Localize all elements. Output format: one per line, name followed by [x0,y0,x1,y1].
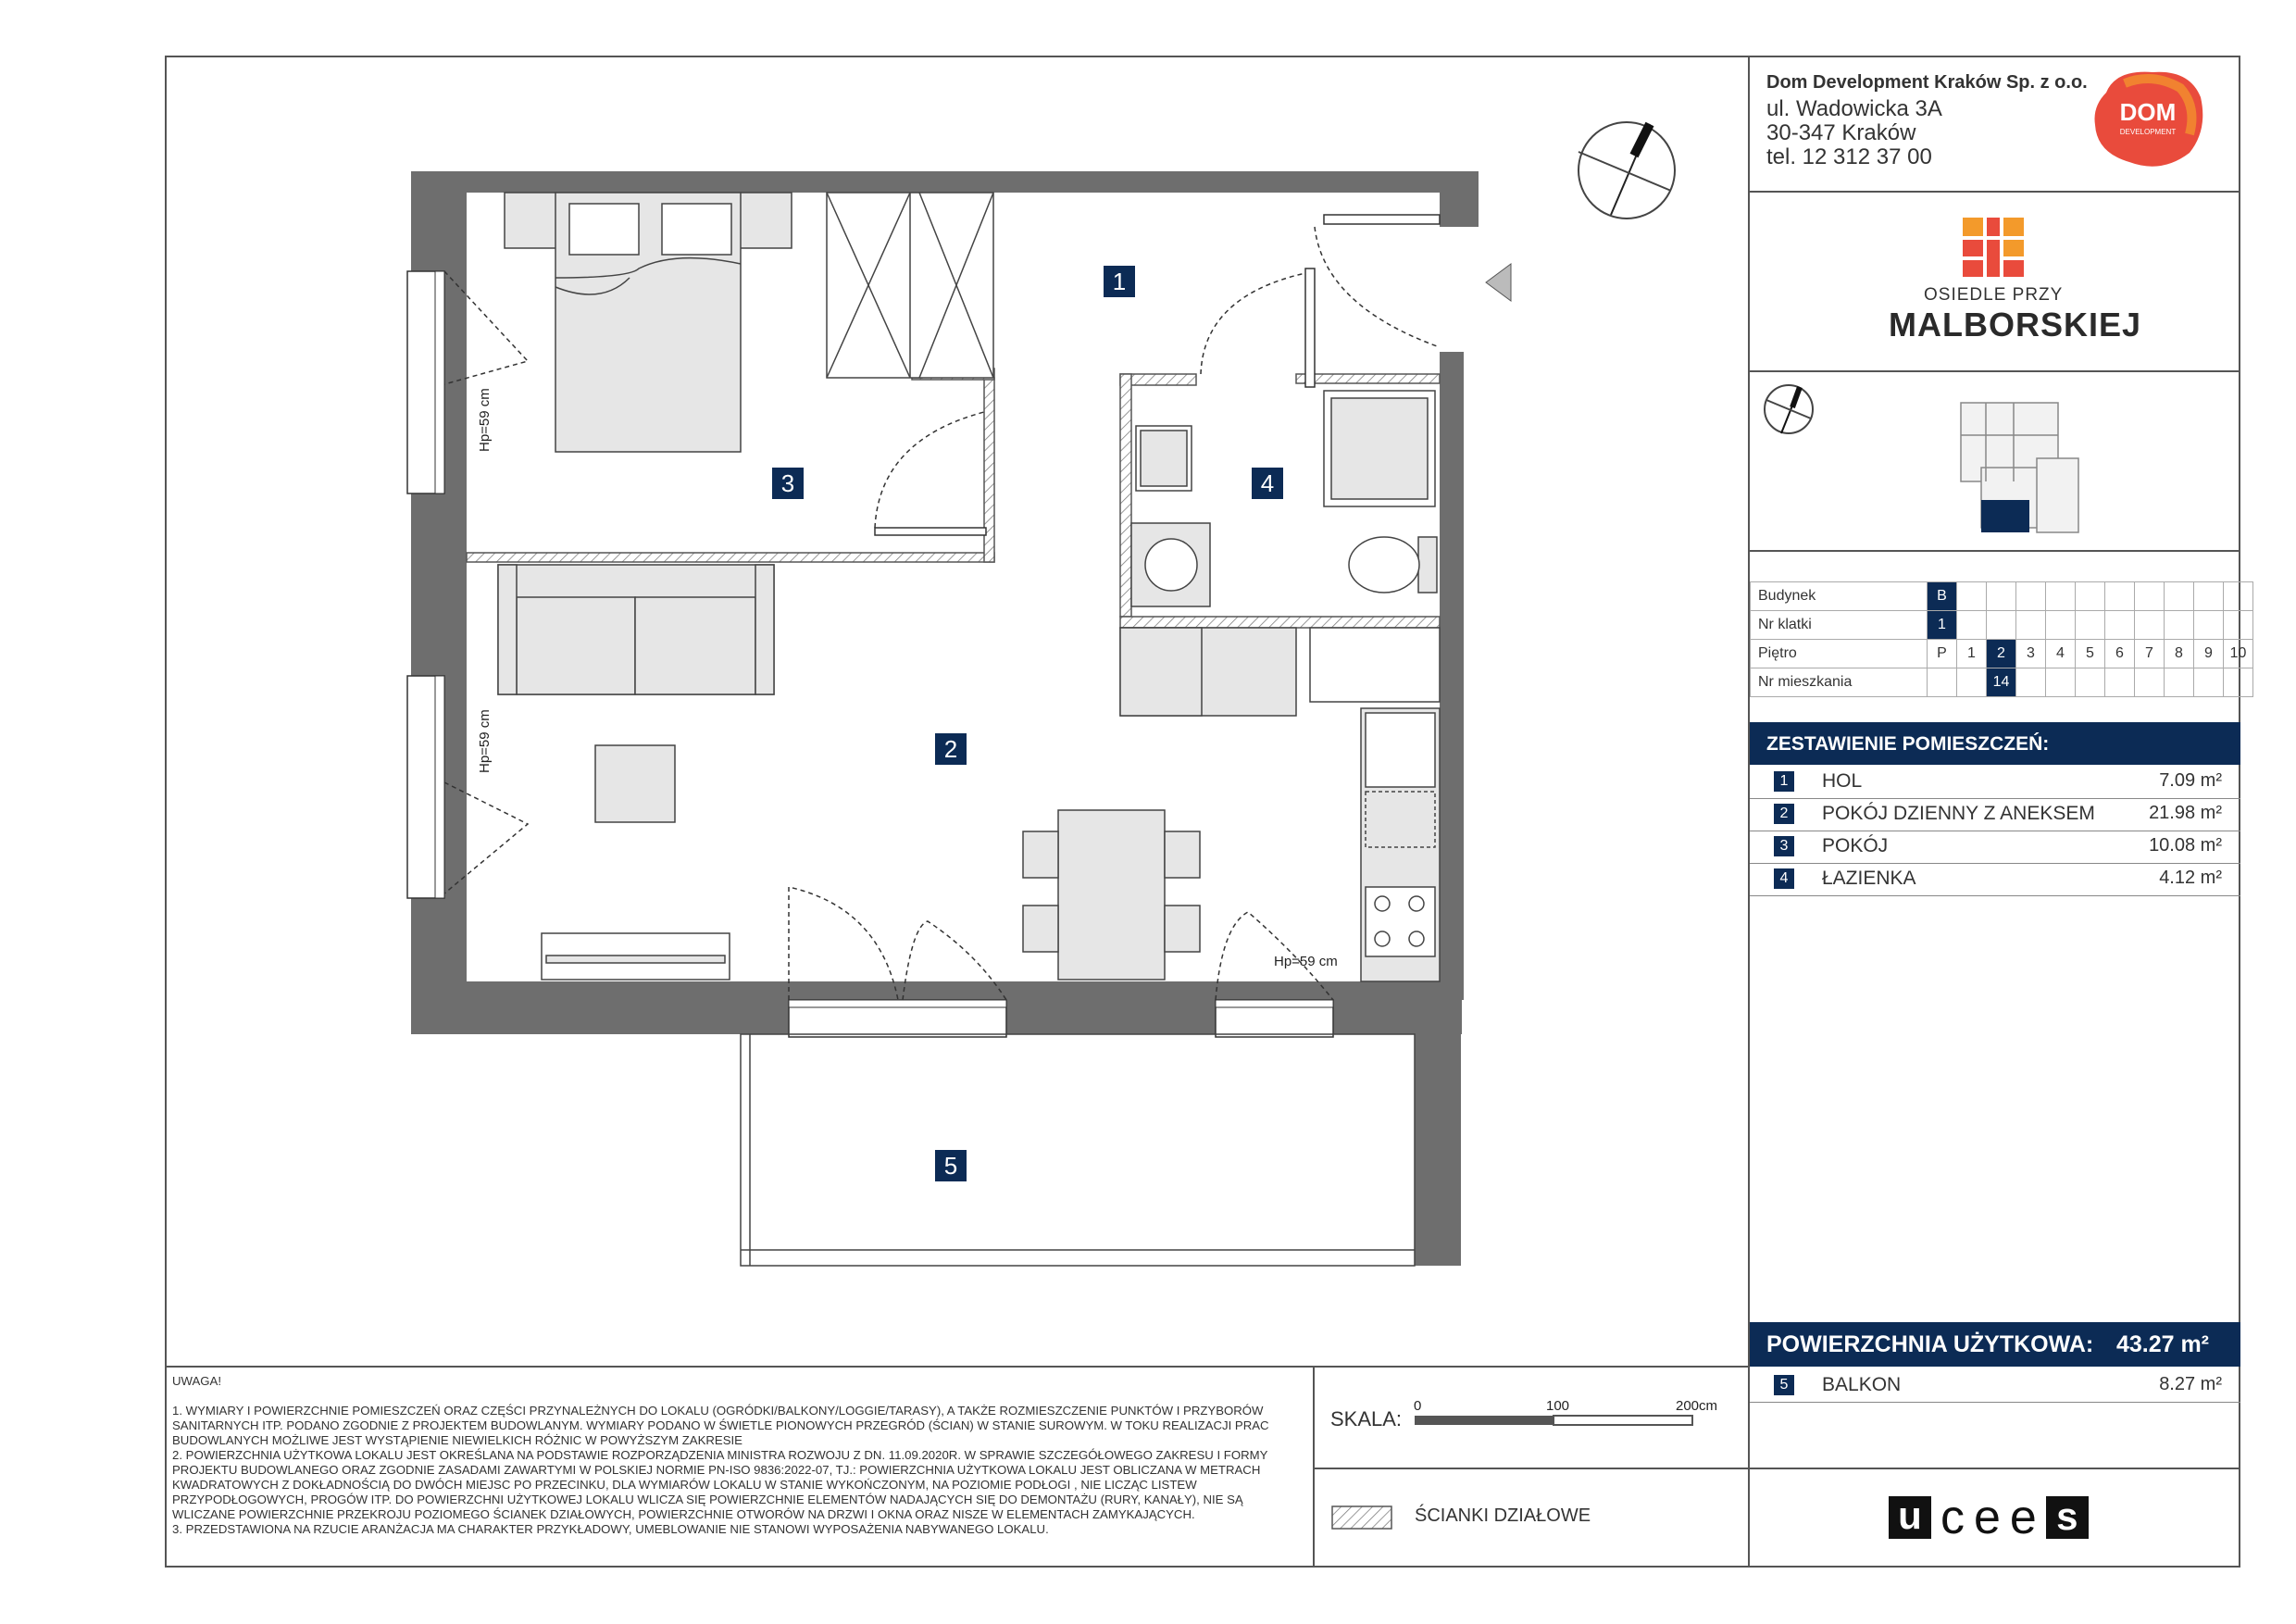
sidebar-divider-2 [1750,370,2240,372]
logo-letter: e [2009,1491,2037,1544]
balcony-area: 8.27 m² [2159,1374,2222,1394]
wardrobe [827,193,993,378]
key-plan [1759,380,2240,546]
sidebar-divider-3 [1750,550,2240,552]
info-cell [1957,582,1987,611]
room-name: HOL [1822,770,1863,792]
info-cell: 14 [1987,668,2016,697]
info-cell: 10 [2224,640,2253,668]
info-row-label: Nr klatki [1751,611,1928,640]
room-name: POKÓJ [1822,835,1889,856]
info-row [1751,582,2253,611]
footer-divider [1750,1468,2240,1469]
notes-heading: UWAGA! [172,1374,221,1388]
info-cell [2194,668,2224,697]
usable-area-bar [1750,1322,2240,1367]
info-cell: 7 [2135,640,2165,668]
info-cell: 3 [2016,640,2046,668]
info-cell [2016,611,2046,640]
room-number-badge: 4 [1774,868,1794,889]
partition-legend-swatch [1331,1505,1392,1530]
project-subtitle: OSIEDLE PRZY [1924,285,2064,305]
tv-stand [542,933,730,980]
note-item: 3. PRZEDSTAWIONA NA RZUCIE ARANŻACJA MA CHARAKTER PRZYKŁADOWY, UMEBLOWANIE NIE STANOWI WYPOSAŻENIA NABYWANEGO LOKALU. [172,1522,1049,1536]
info-cell: B [1928,582,1957,611]
svg-text:DOM: DOM [2119,98,2177,126]
bathroom-fixtures [1131,391,1437,606]
scale-divider [1313,1468,1750,1469]
info-row-label: Nr mieszkania [1751,668,1928,697]
room-badge-living: 2 [935,733,967,765]
room-area: 4.12 m² [2159,868,2222,888]
info-cell: 4 [2046,640,2076,668]
bedroom-door [875,412,986,535]
info-cell [2224,668,2253,697]
info-row [1751,640,2253,668]
note-item: 2. POWIERZCHNIA UŻYTKOWA LOKALU JEST OKREŚLANA NA PODSTAWIE ROZPORZĄDZENIA MINISTRA ROZWOJU Z DN. 11.09.2020R. W SPRAWIE SZCZEGÓŁOWEGO ZAKRESU I FORMY PROJEKTU BUDOWLANEGO ORAZ ZGODNIE ZASADAMI ZAWARTYMI W POLSKIEJ NORMIE PN-ISO 9836:2022-07, TJ.: POWIERZCHNIA UŻYTKOWA LOKALU JEST OBLICZANA W METRACH KWADRATOWYCH Z DOKŁADNOŚCIĄ DO DWÓCH MIEJSC PO PRZECINKU, DLA WYMIARÓW LOKALU W STANIE WYKOŃCZONYM, NA POZIOMIE PODŁOGI , NIE LICZĄC LISTEW PRZYPODŁOGOWYCH, PROGÓW ITP. DO POWIERZCHNI UŻYTKOWEJ LOKALU WLICZA SIĘ POWIERZCHNIE ELEMENTÓW NADAJĄCYCH SIĘ DO DEMONTAŻU (RURY, KANAŁY), NIE SĄ WLICZANE POWIERZCHNIE PRZEKROJU POZIOMEGO ŚCIANEK DZIAŁOWYCH, POWIERZCHNIE OTWORÓW NA DRZWI I OKNA ORAZ NISZE W ELEMENTACH ZAMYKAJĄCYCH. [172,1448,1268,1521]
room-badge-bedroom: 3 [772,468,804,499]
balcony-name: BALKON [1822,1374,1902,1395]
window-height-label: Hp=59 cm [477,388,493,452]
scale-label: SKALA: [1330,1407,1403,1430]
info-cell [2105,611,2135,640]
rooms-summary-title: ZESTAWIENIE POMIESZCZEŃ: [1766,733,2050,755]
sidebar-divider-1 [1750,191,2240,193]
room-badge-hol: 1 [1104,266,1135,297]
company-address-1: ul. Wadowicka 3A [1766,96,1942,121]
info-row [1751,668,2253,697]
north-compass [1578,122,1675,219]
info-cell: 5 [2076,640,2105,668]
hall-doors [1201,215,1440,387]
info-cell [1987,611,2016,640]
scale-tick-200: 200cm [1676,1398,1718,1414]
info-cell [1957,611,1987,640]
info-cell [2016,668,2046,697]
room-area: 10.08 m² [2149,835,2222,856]
info-cell: 6 [2105,640,2135,668]
bed [505,193,792,452]
balcony-number: 5 [1774,1375,1794,1395]
info-cell [1957,668,1987,697]
info-cell [2165,611,2194,640]
info-cell: 1 [1957,640,1987,668]
info-cell [2165,582,2194,611]
notes-vertical-divider [1313,1366,1315,1568]
project-title: MALBORSKIEJ [1889,306,2142,344]
room-area: 7.09 m² [2159,770,2222,791]
scale-tick-0: 0 [1414,1398,1422,1414]
entrance-arrow [1486,264,1511,301]
info-cell [2046,582,2076,611]
svg-text:DEVELOPMENT: DEVELOPMENT [2119,128,2177,136]
info-cell [2135,668,2165,697]
info-cell [1987,582,2016,611]
info-cell [2224,611,2253,640]
info-cell [2076,611,2105,640]
window-height-label: Hp=59 cm [477,709,493,773]
info-cell: 9 [2194,640,2224,668]
coffee-table [595,745,675,822]
room-summary-row [1750,797,2240,831]
room-number-badge: 3 [1774,836,1794,856]
logo-letter: c [1940,1491,1965,1544]
dom-development-logo [2088,65,2208,174]
info-cell: 8 [2165,640,2194,668]
notes-divider [165,1366,1750,1368]
room-badge-balcony: 5 [935,1150,967,1181]
info-cell [2016,582,2046,611]
info-row-label: Budynek [1751,582,1928,611]
usable-area-label: POWIERZCHNIA UŻYTKOWA: [1766,1331,2094,1357]
notes-block [172,1374,1292,1537]
company-name: Dom Development Kraków Sp. z o.o. [1766,72,2088,93]
sofa [498,565,774,694]
uceeS-logo [1889,1493,2089,1543]
info-cell [2224,582,2253,611]
info-row [1751,611,2253,640]
partition-legend-label: ŚCIANKI DZIAŁOWE [1415,1505,1591,1526]
dining-set [1023,810,1200,980]
info-cell: 1 [1928,611,1957,640]
room-summary-row [1750,765,2240,799]
room-number-badge: 1 [1774,771,1794,792]
info-cell [2194,611,2224,640]
room-name: ŁAZIENKA [1822,868,1916,889]
logo-letter: u [1889,1496,1931,1539]
room-number-badge: 2 [1774,804,1794,824]
note-item: 1. WYMIARY I POWIERZCHNIE POMIESZCZEŃ ORAZ CZĘŚCI PRZYNALEŻNYCH DO LOKALU (OGRÓDKI/BALKONY/LOGGIE/TARASY), A TAKŻE ROZMIESZCZENIE PUNKTÓW I PRZYBORÓW SANITARNYCH ITP. PODANO ZGODNIE Z PROJEKTEM BUDOWLANYM. WYMIARY PODANO W ŚWIETLE PIONOWYCH PRZEGRÓD (ŚCIAN) W STANIE SUROWYM. W TOKU REALIZACJI PRAC BUDOWLANYCH MOŻLIWE JEST WYSTĄPIENIE NIEWIELKICH RÓŻNIC W POWYŻSZYM ZAKRESIE [172,1404,1269,1447]
rooms-summary-heading [1750,722,2240,765]
room-summary-row [1750,830,2240,864]
room-area: 21.98 m² [2149,803,2222,823]
info-cell [2076,668,2105,697]
info-cell [2076,582,2105,611]
info-cell [2135,582,2165,611]
info-cell [2194,582,2224,611]
info-cell: 2 [1987,640,2016,668]
info-cell [2046,668,2076,697]
balcony-row [1750,1368,2240,1403]
logo-letter: s [2046,1496,2089,1539]
room-summary-row [1750,862,2240,896]
logo-letter: e [1974,1491,2001,1544]
info-cell [2046,611,2076,640]
info-cell: P [1928,640,1957,668]
scale-tick-100: 100 [1546,1398,1570,1414]
room-name: POKÓJ DZIENNY Z ANEKSEM [1822,803,2095,824]
project-logo [1961,216,2028,281]
balcony [741,1034,1415,1266]
window-height-label: Hp=59 cm [1274,954,1338,969]
scale-bar [1414,1415,1728,1430]
company-phone: tel. 12 312 37 00 [1766,144,1932,169]
unit-info-table [1750,581,2253,697]
info-cell [2105,668,2135,697]
room-badge-bathroom: 4 [1252,468,1283,499]
company-address-2: 30-347 Kraków [1766,120,1916,145]
info-row-label: Piętro [1751,640,1928,668]
info-cell [1928,668,1957,697]
usable-area-value: 43.27 m² [2115,1331,2209,1357]
info-cell [2135,611,2165,640]
info-cell [2165,668,2194,697]
info-cell [2105,582,2135,611]
